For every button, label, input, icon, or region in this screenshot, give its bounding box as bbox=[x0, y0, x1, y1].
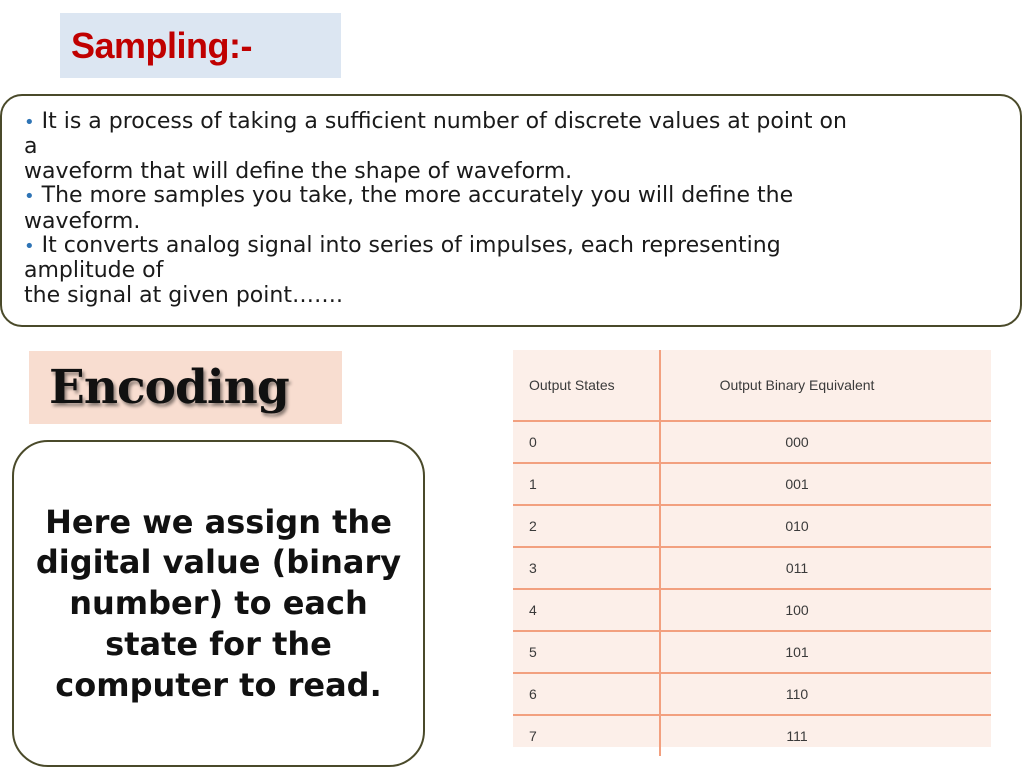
state-cell: 7 bbox=[513, 715, 660, 756]
sampling-line bbox=[24, 234, 1000, 259]
sampling-line-text: The more samples you take, the more accurately you will define the bbox=[41, 183, 794, 209]
sampling-line bbox=[24, 110, 1000, 135]
sampling-line-text: amplitude of bbox=[24, 258, 164, 284]
sampling-line-text: waveform. bbox=[24, 208, 141, 234]
binary-cell: 011 bbox=[660, 547, 991, 589]
sampling-line bbox=[24, 284, 1000, 308]
state-cell: 4 bbox=[513, 589, 660, 631]
table-row bbox=[513, 505, 991, 547]
state-cell: 6 bbox=[513, 673, 660, 715]
sampling-line bbox=[24, 160, 1000, 184]
table-row bbox=[513, 421, 991, 463]
table-row bbox=[513, 463, 991, 505]
bullet-icon: • bbox=[24, 112, 35, 133]
binary-cell: 001 bbox=[660, 463, 991, 505]
table-row bbox=[513, 631, 991, 673]
bullet-icon: • bbox=[24, 236, 35, 258]
binary-cell: 000 bbox=[660, 421, 991, 463]
state-cell: 2 bbox=[513, 505, 660, 547]
state-cell: 5 bbox=[513, 631, 660, 673]
sampling-line bbox=[24, 135, 1000, 159]
sampling-line-text: It converts analog signal into series of impulses, each representing bbox=[41, 233, 781, 259]
sampling-line bbox=[24, 210, 1000, 234]
sampling-line-text: the signal at given point……. bbox=[24, 282, 343, 308]
sampling-line-text: It is a process of taking a sufficient number of discrete values at point on bbox=[41, 109, 847, 134]
sampling-line bbox=[24, 184, 1000, 209]
output-states-table bbox=[513, 350, 991, 756]
binary-cell: 111 bbox=[786, 728, 808, 744]
sampling-line bbox=[24, 259, 1000, 283]
encoding-description-box bbox=[12, 440, 425, 767]
header-output-binary: Output Binary Equivalent bbox=[660, 350, 991, 421]
encoding-heading-banner bbox=[29, 351, 342, 424]
sampling-line-text: waveform that will define the shape of waveform. bbox=[24, 158, 573, 184]
binary-cell: 101 bbox=[660, 631, 991, 673]
binary-cell: 110 bbox=[660, 673, 991, 715]
state-cell: 1 bbox=[513, 463, 660, 505]
sampling-description-box bbox=[0, 94, 1022, 327]
binary-cell: 010 bbox=[660, 505, 991, 547]
encoding-description: Here we assign the digital value (binary number) to each state for the computer to read. bbox=[35, 502, 402, 704]
table-row bbox=[513, 589, 991, 631]
table-row bbox=[513, 673, 991, 715]
header-output-states: Output States bbox=[513, 350, 660, 421]
table-row bbox=[513, 715, 991, 756]
bullet-icon: • bbox=[24, 186, 35, 208]
table-header-row bbox=[513, 350, 991, 421]
table-row bbox=[513, 547, 991, 589]
state-cell: 3 bbox=[513, 547, 660, 589]
binary-cell: 100 bbox=[660, 589, 991, 631]
encoding-heading: Encoding bbox=[49, 360, 289, 415]
output-states-table-wrap bbox=[513, 350, 991, 747]
page-title: Sampling:- bbox=[71, 24, 252, 66]
state-cell: 0 bbox=[513, 421, 660, 463]
sampling-line-text: a bbox=[24, 134, 38, 160]
title-box bbox=[60, 13, 341, 78]
